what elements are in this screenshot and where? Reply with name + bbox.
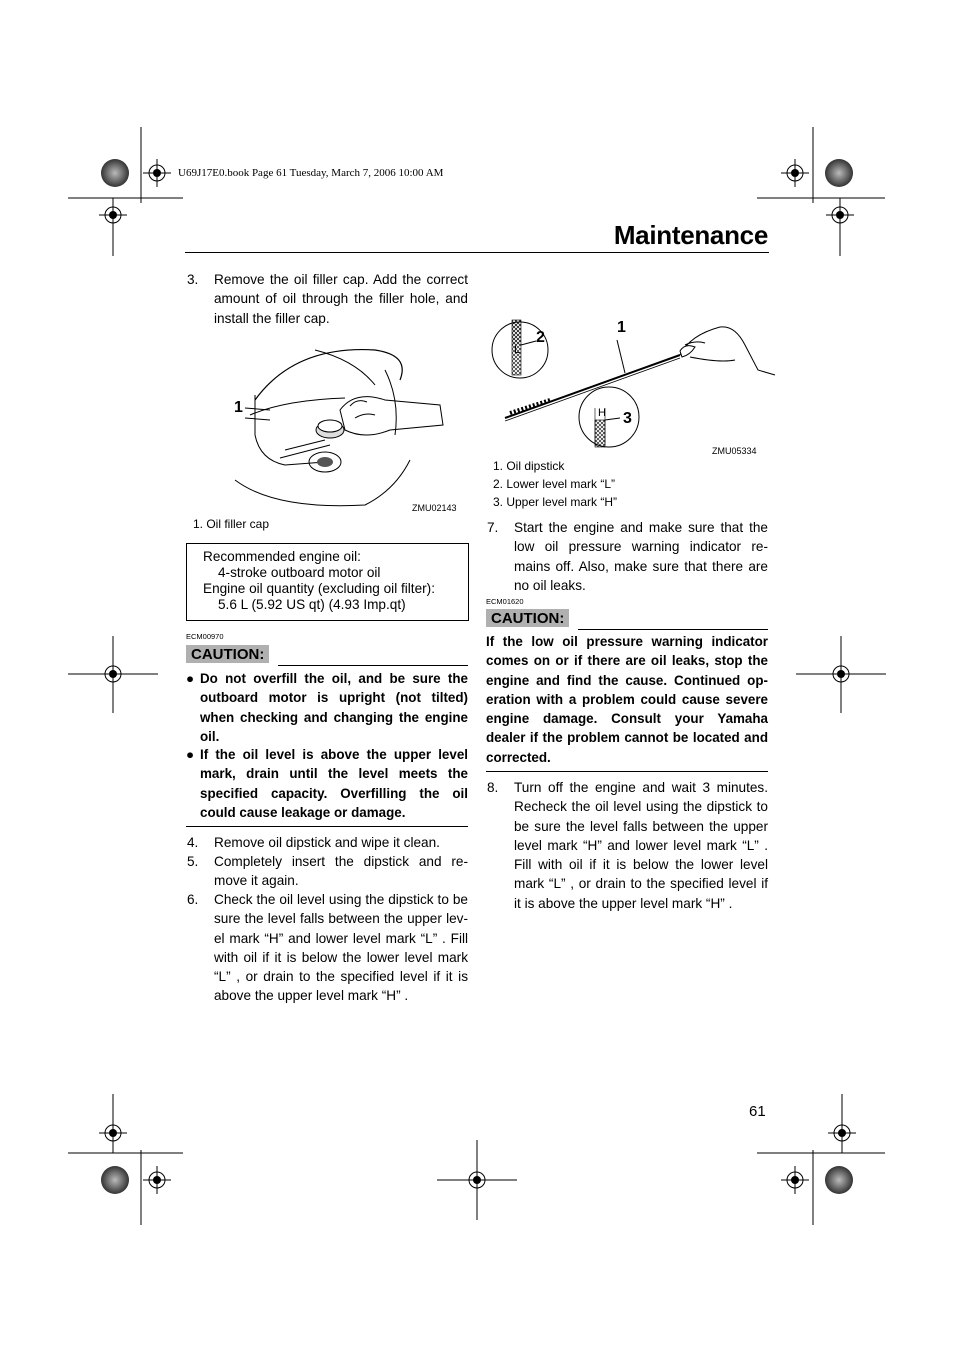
caution-code: ECM01620 — [486, 597, 524, 606]
caution-text: If the low oil pressure warning indicator comes on or if there are oil leaks, stop the engine and find the cause. Continued op-eration with a problem could cause severe engine damage. Consult your Yamaha dealer if the problem cannot be located and corrected. — [486, 634, 768, 765]
oil-dipstick-illustration — [490, 315, 775, 455]
step-3 — [187, 270, 468, 328]
step-7 — [487, 518, 768, 595]
step-text: Completely insert the dipstick and re-move it again. — [214, 854, 468, 889]
caution-label: CAUTION: — [486, 609, 569, 627]
step-text: Check the oil level using the dipstick to be sure the level falls between the upper lev-el mark “H” and lower level mark “L” . Fill with oil if it is below the lower level mark “L” , or drain to the specified level if it is above the upper level mark “H” . — [214, 892, 468, 1004]
bullet-text: If the oil level is above the upper level mark, drain until the level meets the specified capacity. Overfilling the oil could cause leakage or damage. — [200, 747, 468, 820]
step-number: 8. — [487, 780, 499, 795]
step-5 — [187, 852, 468, 891]
spec-line: Engine oil quantity (excluding oil filter): — [203, 581, 435, 596]
figure-callout-1: 1 — [617, 319, 626, 336]
book-file-header: U69J17E0.book Page 61 Tuesday, March 7, 2006 10:00 AM — [178, 167, 444, 179]
bullet-icon: ● — [186, 671, 195, 686]
spec-line: 5.6 L (5.92 US qt) (4.93 Imp.qt) — [218, 597, 406, 612]
figure-code: ZMU05334 — [712, 446, 757, 456]
step-4 — [187, 833, 468, 852]
step-number: 6. — [187, 892, 199, 907]
step-text: Turn off the engine and wait 3 minutes. Recheck the oil level using the dipstick to be sure the level falls between the upper level mark “H” and lower level mark “L” . Fill with oil if it is below the lower level mark “L” , or drain to the specified level if it is above the upper level mark “H” . — [514, 780, 768, 911]
caution-end-rule — [186, 826, 468, 827]
figure-caption: 1. Oil dipstick — [493, 459, 565, 473]
step-8 — [487, 778, 768, 913]
caution-rule — [578, 629, 768, 630]
section-title: Maintenance — [613, 220, 768, 250]
oil-filler-cap-illustration — [225, 340, 470, 515]
figure-caption: 3. Upper level mark “H” — [493, 495, 618, 509]
figure-callout-3: 3 — [623, 410, 632, 427]
caution-bullet — [186, 669, 468, 746]
page-number: 61 — [749, 1103, 766, 1120]
spec-line: 4-stroke outboard motor oil — [218, 565, 381, 580]
figure-caption: 1. Oil filler cap — [193, 517, 270, 531]
title-rule — [185, 252, 769, 253]
oil-spec-box — [186, 543, 469, 621]
step-text: Remove the oil filler cap. Add the correct amount of oil through the filler hole, and install the filler cap. — [214, 272, 468, 326]
lower-mark-letter: L — [514, 344, 521, 356]
figure-callout-1: 1 — [234, 399, 243, 416]
step-text: Remove oil dipstick and wipe it clean. — [214, 835, 440, 850]
step-number: 7. — [487, 520, 499, 535]
caution-end-rule — [486, 771, 768, 772]
caution-rule — [278, 665, 468, 666]
caution-label: CAUTION: — [186, 645, 269, 663]
upper-mark-letter: H — [598, 407, 606, 419]
step-number: 5. — [187, 854, 199, 869]
step-text: Start the engine and make sure that the low oil pressure warning indicator re-mains off. Also, make sure that there are no oil leaks. — [514, 520, 768, 593]
caution-code: ECM00970 — [186, 632, 224, 641]
caution-bullet — [186, 745, 468, 822]
bullet-text: Do not overfill the oil, and be sure the outboard motor is upright (not tilted) when checking and changing the engine oil. — [200, 671, 468, 744]
figure-code: ZMU02143 — [412, 503, 457, 513]
spec-line: Recommended engine oil: — [203, 549, 361, 564]
figure-caption: 2. Lower level mark “L” — [493, 477, 616, 491]
bullet-icon: ● — [186, 747, 195, 762]
step-number: 3. — [187, 272, 199, 287]
figure-callout-2: 2 — [536, 329, 545, 346]
step-number: 4. — [187, 835, 199, 850]
step-6 — [187, 890, 468, 1006]
